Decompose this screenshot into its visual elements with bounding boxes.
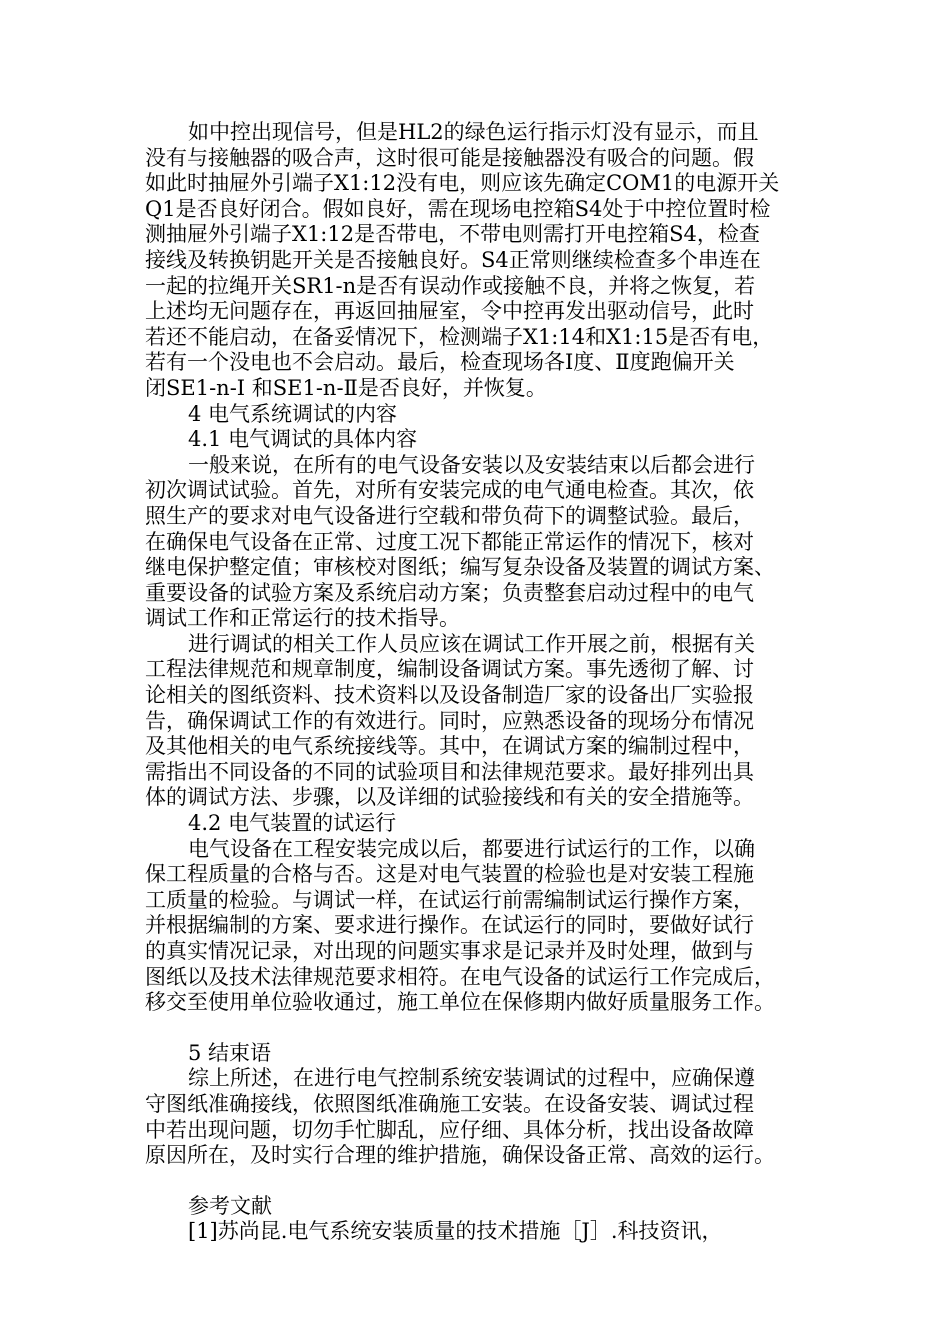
subsection-heading-4-2: 4.2 电气装置的试运行: [188, 811, 397, 836]
section-heading-4: 4 电气系统调试的内容: [188, 401, 398, 426]
text-line: 上述均无问题存在，再返回抽屉室，令中控再发出驱动信号，此时: [145, 299, 754, 324]
text-line: 的真实情况记录，对出现的问题实事求是记录并及时处理，做到与: [145, 939, 754, 963]
text-line: 移交至使用单位验收通过，施工单位在保修期内做好质量服务工作。: [145, 990, 775, 1015]
text-line: 原因所在，及时实行合理的维护措施，确保设备正常、高效的运行。: [145, 1143, 775, 1168]
text-line: 综上所述，在进行电气控制系统安装调试的过程中，应确保遵: [188, 1066, 755, 1091]
text-line: 没有与接触器的吸合声，这时很可能是接触器没有吸合的问题。假: [145, 145, 754, 170]
text-line: 接线及转换钥匙开关是否接触良好。S4正常则继续检查多个串连在: [145, 247, 761, 272]
text-line: 保工程质量的合格与否。这是对电气装置的检验也是对安装工程施: [145, 862, 754, 887]
text-line: Q1是否良好闭合。假如良好，需在现场电控箱S4处于中控位置时检: [145, 196, 771, 221]
text-line: 守图纸准确接线，依照图纸准确施工安装。在设备安装、调试过程: [145, 1091, 754, 1116]
text-line: 在确保电气设备在正常、过度工况下都能正常运作的情况下，核对: [145, 529, 754, 554]
text-line: 如此时抽屉外引端子X1:12没有电，则应该先确定COM1的电源开关: [145, 171, 780, 196]
text-line: 工程法律规范和规章制度，编制设备调试方案。事先透彻了解、讨: [145, 657, 754, 682]
paragraph-debugging-content: [145, 453, 805, 632]
paragraph-troubleshooting: [145, 120, 805, 402]
references-heading: 参考文献: [188, 1193, 272, 1218]
text-line: 图纸以及技术法律规范要求相符。在电气设备的试运行工作完成后，: [145, 964, 775, 989]
text-line: 照生产的要求对电气设备进行空载和带负荷下的调整试验。最后，: [145, 503, 754, 528]
text-line: 体的调试方法、步骤，以及详细的试验接线和有关的安全措施等。: [145, 785, 754, 810]
text-line: 若有一个没电也不会启动。最后，检查现场各Ⅰ度、Ⅱ度跑偏开关: [145, 350, 735, 375]
section-heading-5: 5 结束语: [188, 1040, 272, 1065]
paragraph-trial-run: [145, 837, 805, 1016]
text-line: 测抽屉外引端子X1:12是否带电，不带电则需打开电控箱S4，检查: [145, 222, 760, 247]
text-line: 告，确保调试工作的有效进行。同时，应熟悉设备的现场分布情况: [145, 708, 754, 733]
text-line: 需指出不同设备的不同的试验项目和法律规范要求。最好排列出具: [145, 759, 754, 784]
subsection-heading-4-1: 4.1 电气调试的具体内容: [188, 427, 418, 452]
text-line: 论相关的图纸资料、技术资料以及设备制造厂家的设备出厂实验报: [145, 683, 754, 708]
blank-line: [145, 1169, 805, 1194]
text-line: 闭SE1-n-Ⅰ 和SE1-n-Ⅱ是否良好，并恢复。: [145, 375, 547, 400]
text-line: 并根据编制的方案、要求进行操作。在试运行的同时，要做好试行: [145, 913, 754, 938]
text-line: 初次调试试验。首先，对所有安装完成的电气通电检查。其次，依: [145, 478, 754, 503]
text-line: 中若出现问题，切勿手忙脚乱，应仔细、具体分析，找出设备故障: [145, 1117, 754, 1142]
document-page: [145, 120, 805, 1245]
text-line: 电气设备在工程安装完成以后，都要进行试运行的工作，以确: [188, 836, 755, 861]
text-line: 工质量的检验。与调试一样，在试运行前需编制试运行操作方案，: [145, 887, 754, 912]
text-line: 及其他相关的电气系统接线等。其中，在调试方案的编制过程中，: [145, 734, 754, 759]
paragraph-debugging-staff: [145, 632, 805, 811]
blank-line: [145, 1016, 805, 1041]
text-line: 重要设备的试验方案及系统启动方案；负责整套启动过程中的电气: [145, 580, 754, 605]
text-line: 调试工作和正常运行的技术指导。: [145, 606, 460, 631]
text-line: 一般来说，在所有的电气设备安装以及安装结束以后都会进行: [188, 452, 755, 477]
text-line: 如中控出现信号，但是HL2的绿色运行指示灯没有显示，而且: [188, 120, 759, 144]
text-line: 若还不能启动，在备妥情况下，检测端子X1:14和X1:15是否有电，: [145, 324, 774, 349]
paragraph-conclusion: [145, 1066, 805, 1168]
reference-item: [1]苏尚昆.电气系统安装质量的技术措施［J］.科技资讯，: [188, 1219, 723, 1244]
text-line: 一起的拉绳开关SR1-n是否有误动作或接触不良，并将之恢复，若: [145, 273, 756, 298]
text-line: 进行调试的相关工作人员应该在调试工作开展之前，根据有关: [188, 631, 755, 656]
text-line: 继电保护整定值；审核校对图纸；编写复杂设备及装置的调试方案、: [145, 555, 775, 580]
